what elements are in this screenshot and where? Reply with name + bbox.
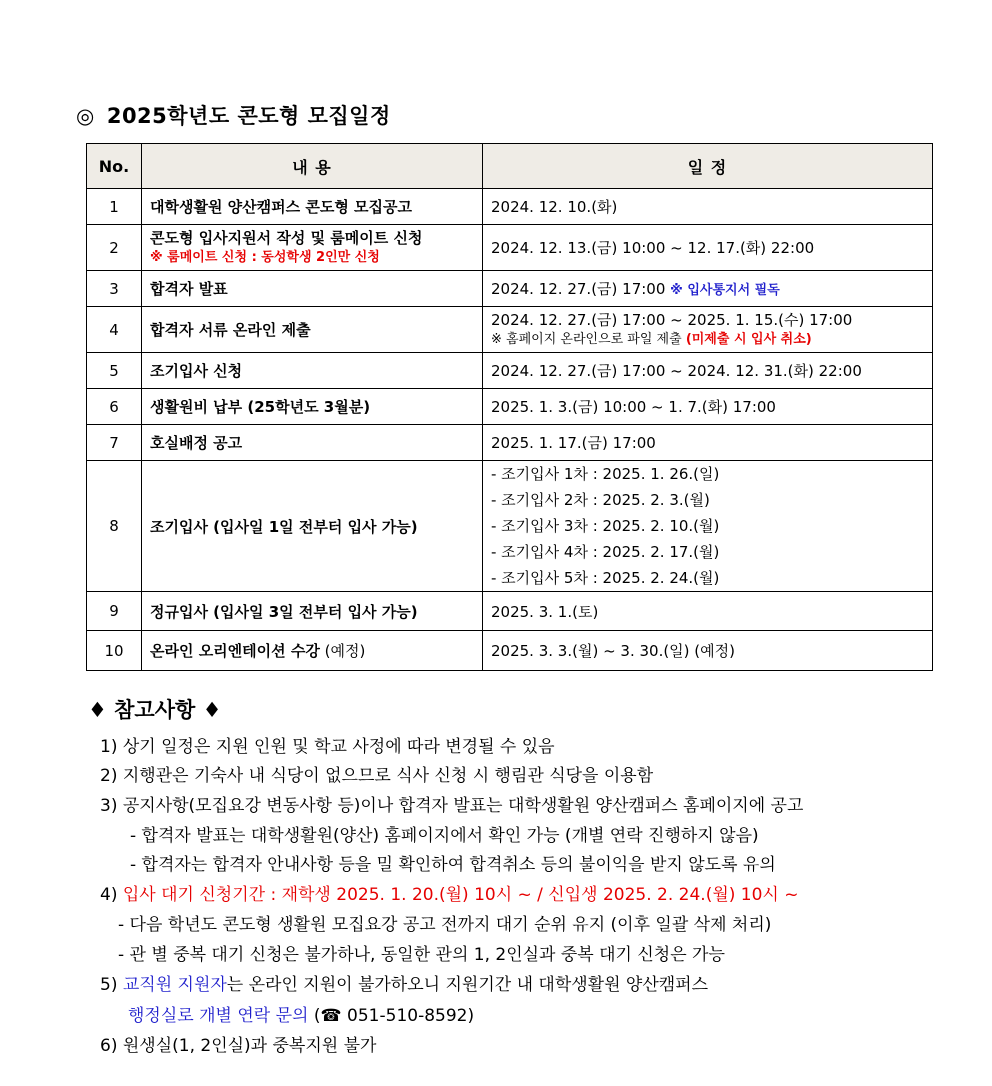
row-schedule: 2024. 12. 27.(금) 17:00 ~ 2024. 12. 31.(화) 22:00 (483, 353, 933, 389)
early-entry-item: - 조기입사 4차 : 2025. 2. 17.(월) (491, 543, 720, 561)
table-header-row (87, 144, 933, 189)
note-contact: (☎ 051-510-8592) (308, 1006, 475, 1026)
schedule-note-prefix: ※ 홈페이지 온라인으로 파일 제출 (491, 331, 686, 347)
row-no: 9 (87, 592, 142, 631)
table-row (87, 353, 933, 389)
table-row (87, 189, 933, 225)
row-schedule (483, 307, 933, 353)
note-item (100, 764, 653, 788)
note-sub-item: - 다음 학년도 콘도형 생활원 모집요강 공고 전까지 대기 순위 유지 (이후 일괄 삭제 처리) (118, 915, 772, 935)
row-content: 호실배정 공고 (142, 425, 483, 461)
row-schedule (483, 461, 933, 592)
note-text: 원생실(1, 2인실)과 중복지원 불가 (122, 1036, 377, 1056)
note-highlight: 교직원 지원자 (122, 975, 227, 995)
row-no: 8 (87, 461, 142, 592)
table-row (87, 592, 933, 631)
early-entry-item: - 조기입사 3차 : 2025. 2. 10.(월) (491, 517, 720, 535)
row-schedule-text: 2024. 12. 27.(금) 17:00 (491, 280, 666, 298)
page-title-text: 2025학년도 콘도형 모집일정 (106, 104, 391, 128)
row-no: 6 (87, 389, 142, 425)
row-schedule (483, 271, 933, 307)
note-sub-item: - 관 별 중복 대기 신청은 불가하나, 동일한 관의 1, 2인실과 중복 대기 신청은 가능 (118, 945, 725, 965)
notes-title: ♦ 참고사항 ♦ (88, 698, 222, 722)
note-item (100, 1034, 376, 1058)
note-number: 4) (100, 885, 118, 905)
note-text: 지행관은 기숙사 내 식당이 없으므로 식사 신청 시 행림관 식당을 이용함 (122, 766, 654, 786)
row-content: 조기입사 신청 (142, 353, 483, 389)
early-entry-item: - 조기입사 5차 : 2025. 2. 24.(월) (491, 569, 720, 587)
table-row (87, 225, 933, 271)
page-title (76, 100, 391, 130)
note-text: 공지사항(모집요강 변동사항 등)이나 합격자 발표는 대학생활원 양산캠퍼스 홈페이지에 공고 (122, 796, 804, 816)
row-schedule-text: 2024. 12. 27.(금) 17:00 ~ 2025. 1. 15.(수) 17:00 (491, 310, 853, 329)
table-row (87, 389, 933, 425)
header-schedule: 일 정 (483, 144, 933, 189)
note-number: 1) (100, 737, 118, 757)
note-sub-item: - 합격자는 합격자 안내사항 등을 밀 확인하여 합격취소 등의 불이익을 받지 않도록 유의 (130, 855, 776, 875)
row-schedule-note: ※ 입사통지서 필독 (670, 283, 780, 298)
table-row (87, 631, 933, 671)
row-no: 5 (87, 353, 142, 389)
row-content: 합격자 발표 (142, 271, 483, 307)
table-row (87, 425, 933, 461)
row-no: 7 (87, 425, 142, 461)
row-no: 4 (87, 307, 142, 353)
note-continuation (128, 1004, 474, 1028)
note-item (100, 735, 555, 759)
row-content: 정규입사 (입사일 3일 전부터 입사 가능) (142, 592, 483, 631)
table-row (87, 271, 933, 307)
row-content: 조기입사 (입사일 1일 전부터 입사 가능) (142, 461, 483, 592)
table-row (87, 461, 933, 592)
row-content: 생활원비 납부 (25학년도 3월분) (142, 389, 483, 425)
row-schedule: 2024. 12. 13.(금) 10:00 ~ 12. 17.(화) 22:00 (483, 225, 933, 271)
row-content (142, 631, 483, 671)
note-number: 5) (100, 975, 118, 995)
note-text: 는 온라인 지원이 불가하오니 지원기간 내 대학생활원 양산캠퍼스 (226, 975, 709, 995)
row-content: 합격자 서류 온라인 제출 (142, 307, 483, 353)
row-no: 2 (87, 225, 142, 271)
note-item (100, 973, 708, 997)
note-text: 입사 대기 신청기간 : 재학생 2025. 1. 20.(월) 10시 ~ / 신입생 2025. 2. 24.(월) 10시 ~ (122, 885, 799, 905)
header-content: 내 용 (142, 144, 483, 189)
early-entry-item: - 조기입사 2차 : 2025. 2. 3.(월) (491, 491, 710, 509)
note-highlight: 행정실로 개별 연락 문의 (128, 1006, 309, 1026)
note-item (100, 794, 803, 818)
note-number: 2) (100, 766, 118, 786)
row-content (142, 225, 483, 271)
row-schedule: 2025. 3. 1.(토) (483, 592, 933, 631)
row-content-suffix: (예정) (319, 642, 366, 660)
bullseye-icon: ◎ (76, 104, 95, 128)
row-content-note: ※ 룸메이트 신청 : 동성학생 2인만 신청 (150, 249, 380, 265)
note-number: 6) (100, 1036, 118, 1056)
schedule-note-warning: (미제출 시 입사 취소) (685, 331, 812, 347)
note-number: 3) (100, 796, 118, 816)
table-row (87, 307, 933, 353)
row-content: 대학생활원 양산캠퍼스 콘도형 모집공고 (142, 189, 483, 225)
row-content-text: 콘도형 입사지원서 작성 및 룸메이트 신청 (150, 228, 423, 247)
row-schedule: 2025. 1. 3.(금) 10:00 ~ 1. 7.(화) 17:00 (483, 389, 933, 425)
schedule-table (86, 143, 933, 671)
row-schedule: 2024. 12. 10.(화) (483, 189, 933, 225)
note-text: 상기 일정은 지원 인원 및 학교 사정에 따라 변경될 수 있음 (122, 737, 555, 757)
row-no: 1 (87, 189, 142, 225)
row-no: 3 (87, 271, 142, 307)
note-item (100, 883, 799, 907)
row-schedule-note (491, 330, 924, 350)
note-sub-item: - 합격자 발표는 대학생활원(양산) 홈페이지에서 확인 가능 (개별 연락 진행하지 않음) (130, 826, 759, 846)
early-entry-item: - 조기입사 1차 : 2025. 1. 26.(일) (491, 465, 720, 483)
row-content-text: 온라인 오리엔테이션 수강 (150, 642, 320, 660)
row-no: 10 (87, 631, 142, 671)
header-no: No. (87, 144, 142, 189)
row-schedule: 2025. 1. 17.(금) 17:00 (483, 425, 933, 461)
row-schedule: 2025. 3. 3.(월) ~ 3. 30.(일) (예정) (483, 631, 933, 671)
